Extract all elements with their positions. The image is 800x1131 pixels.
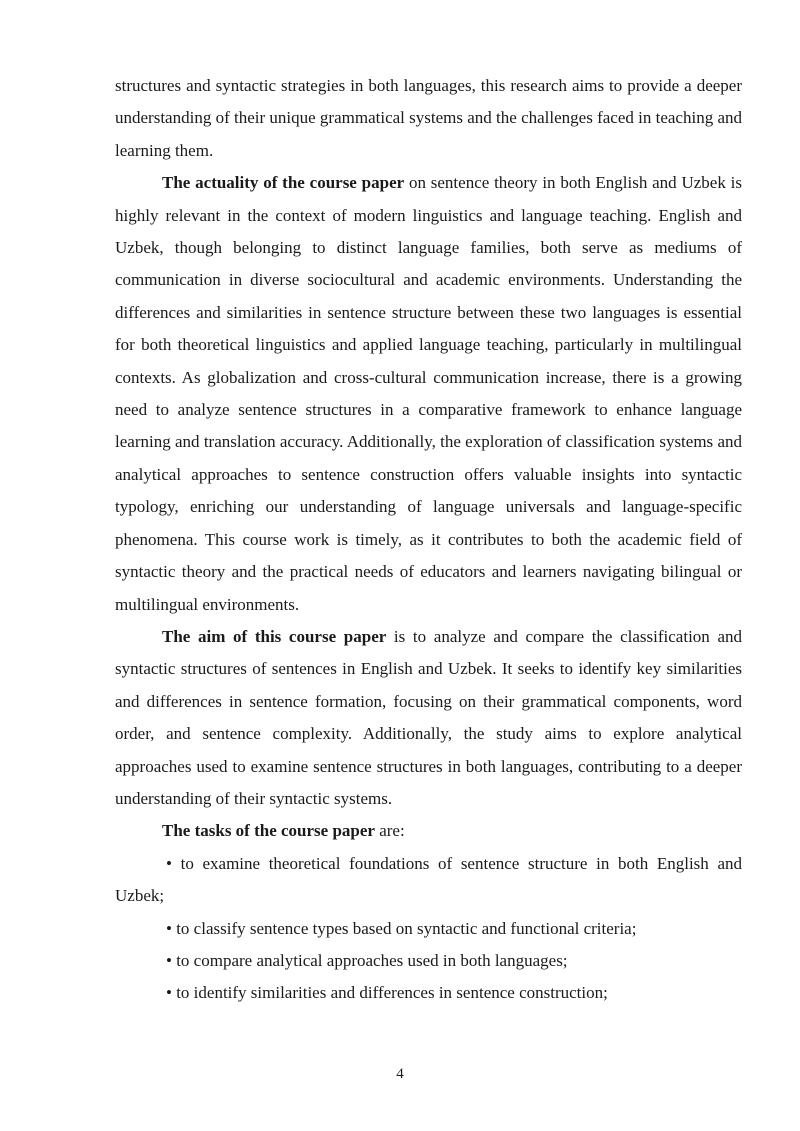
aim-heading: The aim of this course paper: [162, 626, 387, 646]
page-number: 4: [396, 1066, 404, 1082]
aim-paragraph: [115, 621, 742, 815]
tasks-heading: The tasks of the course paper: [162, 821, 375, 841]
task-item: • to compare analytical approaches used in both languages;: [166, 950, 568, 970]
actuality-heading: The actuality of the course paper: [162, 173, 405, 193]
page-body: [115, 70, 742, 1010]
actuality-paragraph: [115, 167, 742, 621]
aim-text: is to analyze and compare the classification and syntactic structures of sentences in English and Uzbek. It seeks to identify key similarities and differences in sentence formation, focusing on their grammatical components, word order, and sentence complexity. Additionally, the study aims to explore analytical approaches used to examine sentence structures in both languages, contributing to a deeper understanding of their syntactic systems.: [115, 626, 742, 808]
task-item: • to identify similarities and differences in sentence construction;: [166, 983, 608, 1003]
task-item: • to examine theoretical foundations of sentence structure in both English and Uzbek;: [115, 853, 742, 906]
task-item: • to classify sentence types based on syntactic and functional criteria;: [166, 918, 637, 938]
intro-continuation-paragraph: structures and syntactic strategies in both languages, this research aims to provide a deeper understanding of their unique grammatical systems and the challenges faced in teaching and learning them.: [115, 76, 742, 160]
actuality-text: on sentence theory in both English and Uzbek is highly relevant in the context of modern linguistics and language teaching. English and Uzbek, though belonging to distinct language families, both serve as mediums of communication in diverse sociocultural and academic environments. Understanding the differences and similarities in sentence structure between these two languages is essential for both theoretical linguistics and applied language teaching, particularly in multilingual contexts. As globalization and cross-cultural communication increase, there is a growing need to analyze sentence structures in a comparative framework to enhance language learning and translation accuracy. Additionally, the exploration of classification systems and analytical approaches to sentence construction offers valuable insights into syntactic typology, enriching our understanding of language universals and language-specific phenomena. This course work is timely, as it contributes to both the academic field of syntactic theory and the practical needs of educators and learners navigating bilingual or multilingual environments.: [115, 173, 742, 614]
tasks-paragraph: [115, 815, 742, 847]
tasks-text: are:: [374, 821, 405, 841]
